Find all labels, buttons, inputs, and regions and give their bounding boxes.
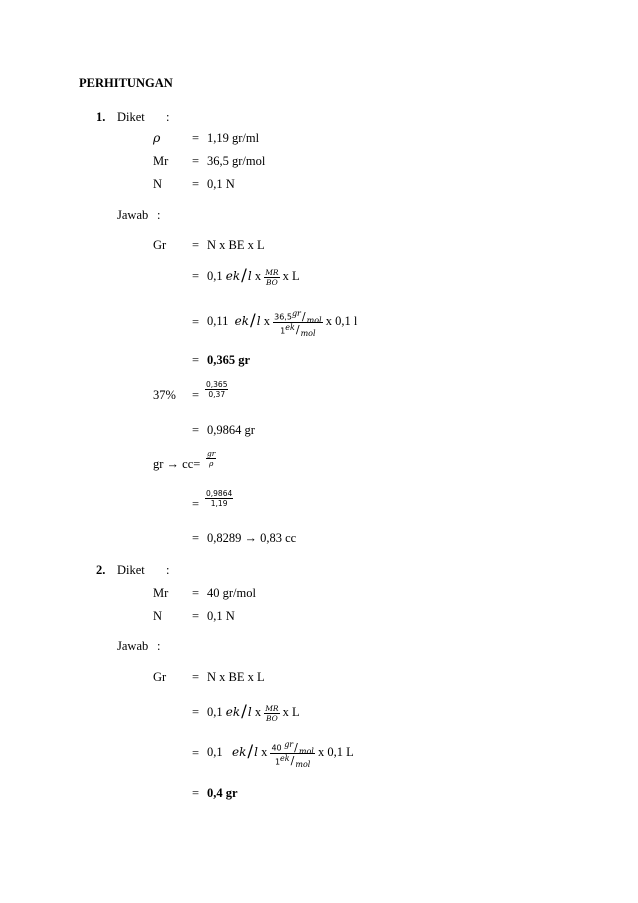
result-mass: 0,365 gr <box>207 353 251 367</box>
times: x <box>254 269 262 283</box>
percent-label: 37% <box>153 388 176 402</box>
slash: / <box>250 311 256 331</box>
formula-substituted-line <box>207 735 354 768</box>
times-volume: x 0,1 L <box>317 745 354 759</box>
equals-sign: = <box>192 609 200 623</box>
equals-sign: = <box>192 154 200 168</box>
percent-fraction: $\frac{0,365}{0,37}$ <box>206 380 228 399</box>
diket-colon: : <box>166 110 170 124</box>
jawab-colon: : <box>157 639 161 653</box>
equals-sign: = <box>192 423 200 437</box>
n-value: 0,1 N <box>207 177 235 191</box>
diket-label: Diket <box>117 110 145 124</box>
formula-line: N x BE x L <box>207 670 265 684</box>
coefficient: 0,1 <box>207 269 223 283</box>
equals-sign: = <box>192 177 200 191</box>
l-var: l <box>256 314 261 328</box>
l-var: l <box>247 705 252 719</box>
equals-sign: = <box>192 786 200 800</box>
molar-mass-fraction: $\frac{\text{36,5gr/mol}}{\text{1ek/mol}}$ <box>274 308 322 339</box>
result-volume: 0,8289 → 0,83 cc <box>207 531 297 545</box>
mr-value: 40 gr/mol <box>207 586 256 600</box>
times-l: x L <box>282 269 300 283</box>
equals-sign: = <box>192 746 200 760</box>
times: x <box>254 705 262 719</box>
mr-label: Mr <box>153 154 169 168</box>
equals-sign: = <box>192 586 200 600</box>
formula-ek-line <box>207 700 300 723</box>
l-var: l <box>254 745 258 759</box>
gr-label: Gr <box>153 670 167 684</box>
ek-var: ek <box>234 314 250 328</box>
result-mass-adjusted: 0,9864 gr <box>207 423 255 437</box>
coefficient: 0,1 <box>207 745 223 759</box>
jawab-colon: : <box>157 208 161 222</box>
slash: / <box>247 742 254 762</box>
equals-sign: = <box>192 131 200 145</box>
ek-var: ek <box>225 705 241 719</box>
rho-symbol: ρ <box>153 130 161 145</box>
mr-bo-fraction: $\frac{MR}{BO}$ <box>265 267 279 287</box>
formula-ek-line <box>207 264 300 287</box>
diket-colon: : <box>166 563 170 577</box>
jawab-label: Jawab <box>117 208 149 222</box>
equals-sign: = <box>192 353 200 367</box>
formula-substituted-line <box>207 304 357 337</box>
mr-value: 36,5 gr/mol <box>207 154 266 168</box>
mr-bo-fraction: $\frac{MR}{BO}$ <box>265 703 279 723</box>
equals-sign: = <box>192 238 200 252</box>
formula-line: N x BE x L <box>207 238 265 252</box>
times: x <box>261 745 268 759</box>
n-value: 0,1 N <box>207 609 235 623</box>
equals-sign: = <box>192 531 200 545</box>
volume-fraction: $\frac{0,9864}{1,19}$ <box>206 489 233 508</box>
section-1-number: 1. <box>96 110 106 124</box>
ek-var: ek <box>225 269 241 283</box>
result-mass: 0,4 gr <box>207 786 238 800</box>
equals-sign: = <box>192 670 200 684</box>
gr-label: Gr <box>153 238 167 252</box>
molar-mass-fraction: $\frac{\text{40 gr/mol}}{\text{1ek/mol}}$ <box>271 739 314 770</box>
equals-sign: = <box>192 315 200 329</box>
coefficient: 0,1 <box>207 705 223 719</box>
equals-sign: = <box>192 705 200 719</box>
page-title: PERHITUNGAN <box>79 76 173 90</box>
equals-sign: = <box>192 388 200 402</box>
rho-value: 1,19 gr/ml <box>207 131 260 145</box>
diket-label: Diket <box>117 563 145 577</box>
equals-sign: = <box>192 269 200 283</box>
slash: / <box>241 266 247 286</box>
jawab-label: Jawab <box>117 639 149 653</box>
l-var: l <box>247 269 252 283</box>
equals-sign: = <box>192 497 200 511</box>
times-l: x L <box>282 705 300 719</box>
times: x <box>263 314 270 328</box>
times-volume: x 0,1 l <box>325 314 358 328</box>
section-2-number: 2. <box>96 563 106 577</box>
ek-var: ek <box>232 745 247 759</box>
coefficient: 0,11 <box>207 314 229 328</box>
n-label: N <box>153 177 163 191</box>
n-label: N <box>153 609 163 623</box>
conversion-fraction: $\frac{gr}{\rho}$ <box>207 449 216 468</box>
conversion-label: gr → cc= <box>153 457 201 471</box>
slash: / <box>241 702 247 722</box>
mr-label: Mr <box>153 586 169 600</box>
